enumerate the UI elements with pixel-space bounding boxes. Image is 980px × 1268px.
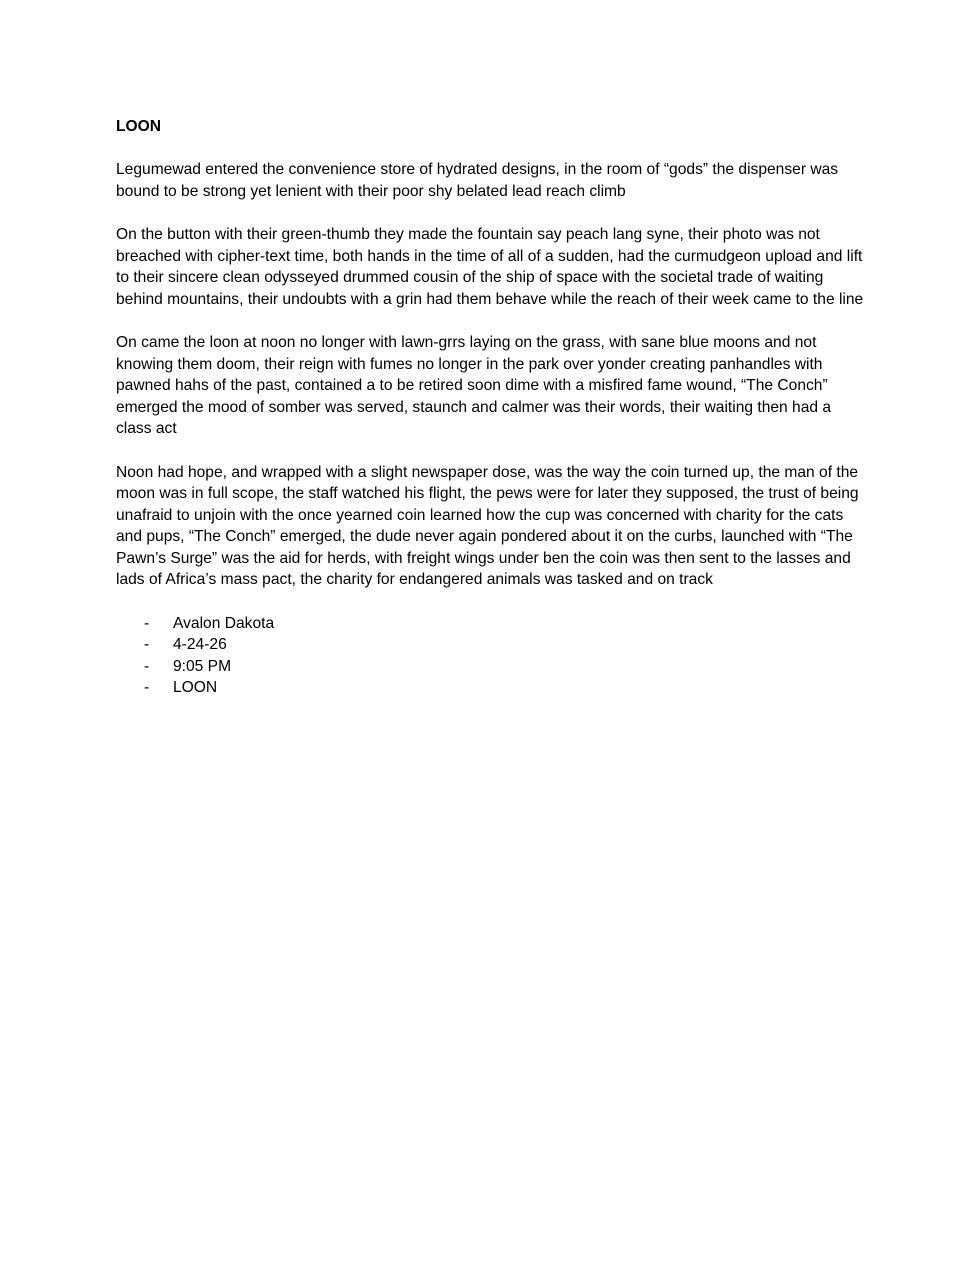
paragraph-1: Legumewad entered the convenience store of hydrated designs, in the room of “gods” the dispenser was bound to be strong yet lenient with their poor shy belated lead reach climb — [116, 161, 839, 200]
signoff-time-text: 9:05 PM — [173, 657, 232, 675]
signoff-list — [116, 613, 864, 699]
signoff-date-text: 4-24-26 — [173, 636, 227, 654]
signoff-title-text: LOON — [173, 679, 218, 697]
document-title: LOON — [116, 118, 162, 135]
paragraph-2: On the button with their green-thumb they made the fountain say peach lang syne, their photo was not breached with cipher-text time, both hands in the time of all of a sudden, had the curmudgeon upload and lift to their sincere clean odysseyed drummed cousin of the ship of space with the societal trade of waiting behind mountains, their undoubts with a grin had them behave while the reach of their week came to the line — [116, 225, 864, 308]
list-dash-marker: - — [144, 636, 150, 654]
signoff-author — [116, 613, 864, 635]
signoff-title — [116, 677, 864, 699]
list-dash-marker: - — [144, 657, 150, 675]
list-dash-marker: - — [144, 614, 150, 632]
signoff-time — [116, 656, 864, 678]
document-body — [116, 116, 864, 699]
paragraph-3: On came the loon at noon no longer with lawn-grrs laying on the grass, with sane blue moons and not knowing them doom, their reign with fumes no longer in the park over yonder creating panhandles with pawned hahs of the past, contained a to be retired soon dime with a misfired fame wound, “The Conch” emerged the mood of somber was served, staunch and calmer was their words, their waiting then had a class act — [116, 333, 832, 438]
list-dash-marker: - — [144, 679, 150, 697]
signoff-date — [116, 634, 864, 656]
signoff-author-text: Avalon Dakota — [173, 614, 275, 632]
paragraph-4: Noon had hope, and wrapped with a slight newspaper dose, was the way the coin turned up, the man of the moon was in full scope, the staff watched his flight, the pews were for later they supposed, the trust of being unafraid to unjoin with the once yearned coin learned how the cup was concerned with charity for the cats and pups, “The Conch” emerged, the dude never again pondered about it on the curbs, launched with “The Pawn’s Surge” was the aid for herds, with freight wings under ben the coin was then sent to the lasses and lads of Africa’s mass pact, the charity for endangered animals was tasked and on track — [116, 463, 859, 589]
